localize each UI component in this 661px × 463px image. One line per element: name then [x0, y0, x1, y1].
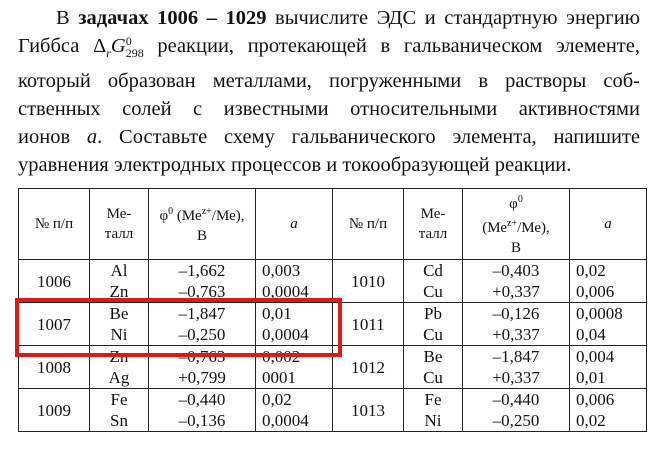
- text-fragment: вычислите ЭДС и стандартную энергию: [266, 7, 640, 29]
- activity-cell-value: 0,04: [576, 325, 606, 344]
- header-activity: a: [570, 189, 647, 260]
- metal-cell-value: Pb: [424, 304, 442, 323]
- metal-cell-value: Al: [110, 261, 128, 280]
- metal-cell-value: Zn: [109, 282, 129, 301]
- paragraph-line-5: [18, 123, 640, 151]
- potential-cell-value: –1,847: [492, 347, 540, 366]
- paragraph-line-1: [18, 4, 640, 32]
- highlight-box-1007: [15, 298, 342, 357]
- metal-cell: [404, 303, 463, 346]
- metal-cell: [404, 260, 463, 303]
- subscript-298: 298: [125, 46, 144, 61]
- subscript-r: r: [106, 46, 111, 61]
- header-metal: Ме- талл: [404, 189, 463, 260]
- potential-cell-value: –0,126: [492, 304, 540, 323]
- text-fragment: реакции, протекающей в гальваническом элементе,: [143, 35, 640, 57]
- potential-cell-value: +0,337: [492, 325, 540, 344]
- metal-cell-value: Be: [109, 304, 129, 323]
- activity-cell: [256, 260, 333, 303]
- potential-cell-value: –0,763: [178, 347, 226, 366]
- activity-cell-value: 0,006: [576, 282, 615, 301]
- activity-cell: [570, 389, 647, 432]
- activity-cell: [256, 389, 333, 432]
- potential-cell-value: –0,763: [178, 282, 226, 301]
- potential-cell-value: –0,250: [492, 411, 540, 430]
- metal-cell: [90, 260, 149, 303]
- paragraph-line-3: который образован металлами, погруженными в растворы соб-: [18, 70, 640, 93]
- metal-cell: [90, 389, 149, 432]
- activity-symbol: a: [86, 126, 98, 149]
- metal-cell-value: Cu: [423, 368, 443, 387]
- activity-cell-value: 0,002: [262, 347, 301, 366]
- delta-symbol: Δ: [93, 35, 107, 57]
- potential-cell-value: +0,337: [492, 368, 540, 387]
- activity-cell-value: 0,0004: [262, 411, 309, 430]
- text-fragment: В: [56, 7, 79, 29]
- problem-number: 1008: [19, 346, 90, 389]
- potential-cell: [149, 260, 256, 303]
- table-header-row: [19, 189, 647, 260]
- problem-number: 1007: [19, 303, 90, 346]
- potential-cell: [463, 303, 570, 346]
- activity-cell-value: 0,0004: [262, 282, 309, 301]
- activity-cell-value: 0001: [262, 368, 296, 387]
- metal-cell: [404, 389, 463, 432]
- metal-cell-value: Fe: [110, 390, 128, 409]
- header-potential: $\varphi^0$ $(Ме^{z+}/Ме)$, В: [463, 189, 570, 260]
- metal-cell-value: Cd: [423, 261, 443, 280]
- task-range: задачах 1006 – 1029: [78, 7, 267, 29]
- table-row: [19, 260, 647, 303]
- problem-number: 1013: [333, 389, 404, 432]
- activity-cell-value: 0,01: [576, 368, 606, 387]
- metal-cell-value: Ni: [424, 411, 442, 430]
- header-potential: $\varphi^0$ $(Ме^{z+}/Ме)$, В: [149, 189, 256, 260]
- potential-cell-value: –0,403: [492, 261, 540, 280]
- header-number: № п/п: [333, 189, 404, 260]
- activity-cell-value: 0,003: [262, 261, 301, 280]
- potential-cell: [463, 260, 570, 303]
- metal-cell-value: Cu: [423, 325, 443, 344]
- metal-cell-value: Sn: [110, 411, 128, 430]
- header-metal: Ме- талл: [90, 189, 149, 260]
- problem-number: 1012: [333, 346, 404, 389]
- metal-cell-value: Ag: [108, 368, 130, 387]
- table-row: [19, 389, 647, 432]
- metal-cell-value: Zn: [109, 347, 129, 366]
- activity-cell: [570, 346, 647, 389]
- metal-cell-value: Cu: [423, 282, 443, 301]
- problem-number: 1011: [333, 303, 404, 346]
- text-fragment: . Составьте схему гальванического элемента, напишите: [97, 126, 641, 149]
- potential-cell: [463, 346, 570, 389]
- potential-cell-value: –0,440: [178, 390, 226, 409]
- potential-cell-value: –1,847: [178, 304, 226, 323]
- activity-cell-value: 0,006: [576, 390, 615, 409]
- problem-number: 1010: [333, 260, 404, 303]
- text-fragment: ионов: [18, 126, 87, 149]
- potential-cell-value: +0,337: [492, 282, 540, 301]
- task-paragraph: [18, 4, 640, 179]
- paragraph-line-6: уравнения электродных процессов и токообразующей реакции.: [18, 154, 572, 177]
- problem-number: 1006: [19, 260, 90, 303]
- paragraph-line-4: ственных солей с известными относительными активностями: [18, 98, 640, 121]
- header-activity: a: [256, 189, 333, 260]
- potential-cell-value: –0,440: [492, 390, 540, 409]
- superscript-zero: 0: [125, 34, 132, 49]
- activity-cell-value: 0,0004: [262, 325, 309, 344]
- paragraph-line-2: [18, 32, 640, 67]
- activity-cell-value: 0,004: [576, 347, 615, 366]
- activity-cell-value: 0,01: [262, 304, 292, 323]
- problem-number: 1009: [19, 389, 90, 432]
- activity-cell-value: 0,0008: [576, 304, 623, 323]
- activity-cell-value: 0,02: [576, 411, 606, 430]
- potential-cell: [149, 389, 256, 432]
- metal-cell-value: Ni: [110, 325, 128, 344]
- metal-cell: [404, 346, 463, 389]
- text-fragment: Гиббса: [18, 35, 94, 57]
- potential-cell-value: –0,250: [178, 325, 226, 344]
- metal-cell-value: Be: [423, 347, 443, 366]
- activity-cell: [570, 260, 647, 303]
- metal-cell-value: Fe: [424, 390, 442, 409]
- header-number: № п/п: [19, 189, 90, 260]
- potential-cell: [463, 389, 570, 432]
- activity-cell-value: 0,02: [262, 390, 292, 409]
- potential-cell-value: +0,799: [178, 368, 226, 387]
- potential-cell-value: –0,136: [178, 411, 226, 430]
- gibbs-energy-symbol: [93, 34, 144, 61]
- g-symbol: G: [110, 35, 126, 57]
- activity-cell: [570, 303, 647, 346]
- potential-cell-value: –1,662: [178, 261, 226, 280]
- activity-cell-value: 0,02: [576, 261, 606, 280]
